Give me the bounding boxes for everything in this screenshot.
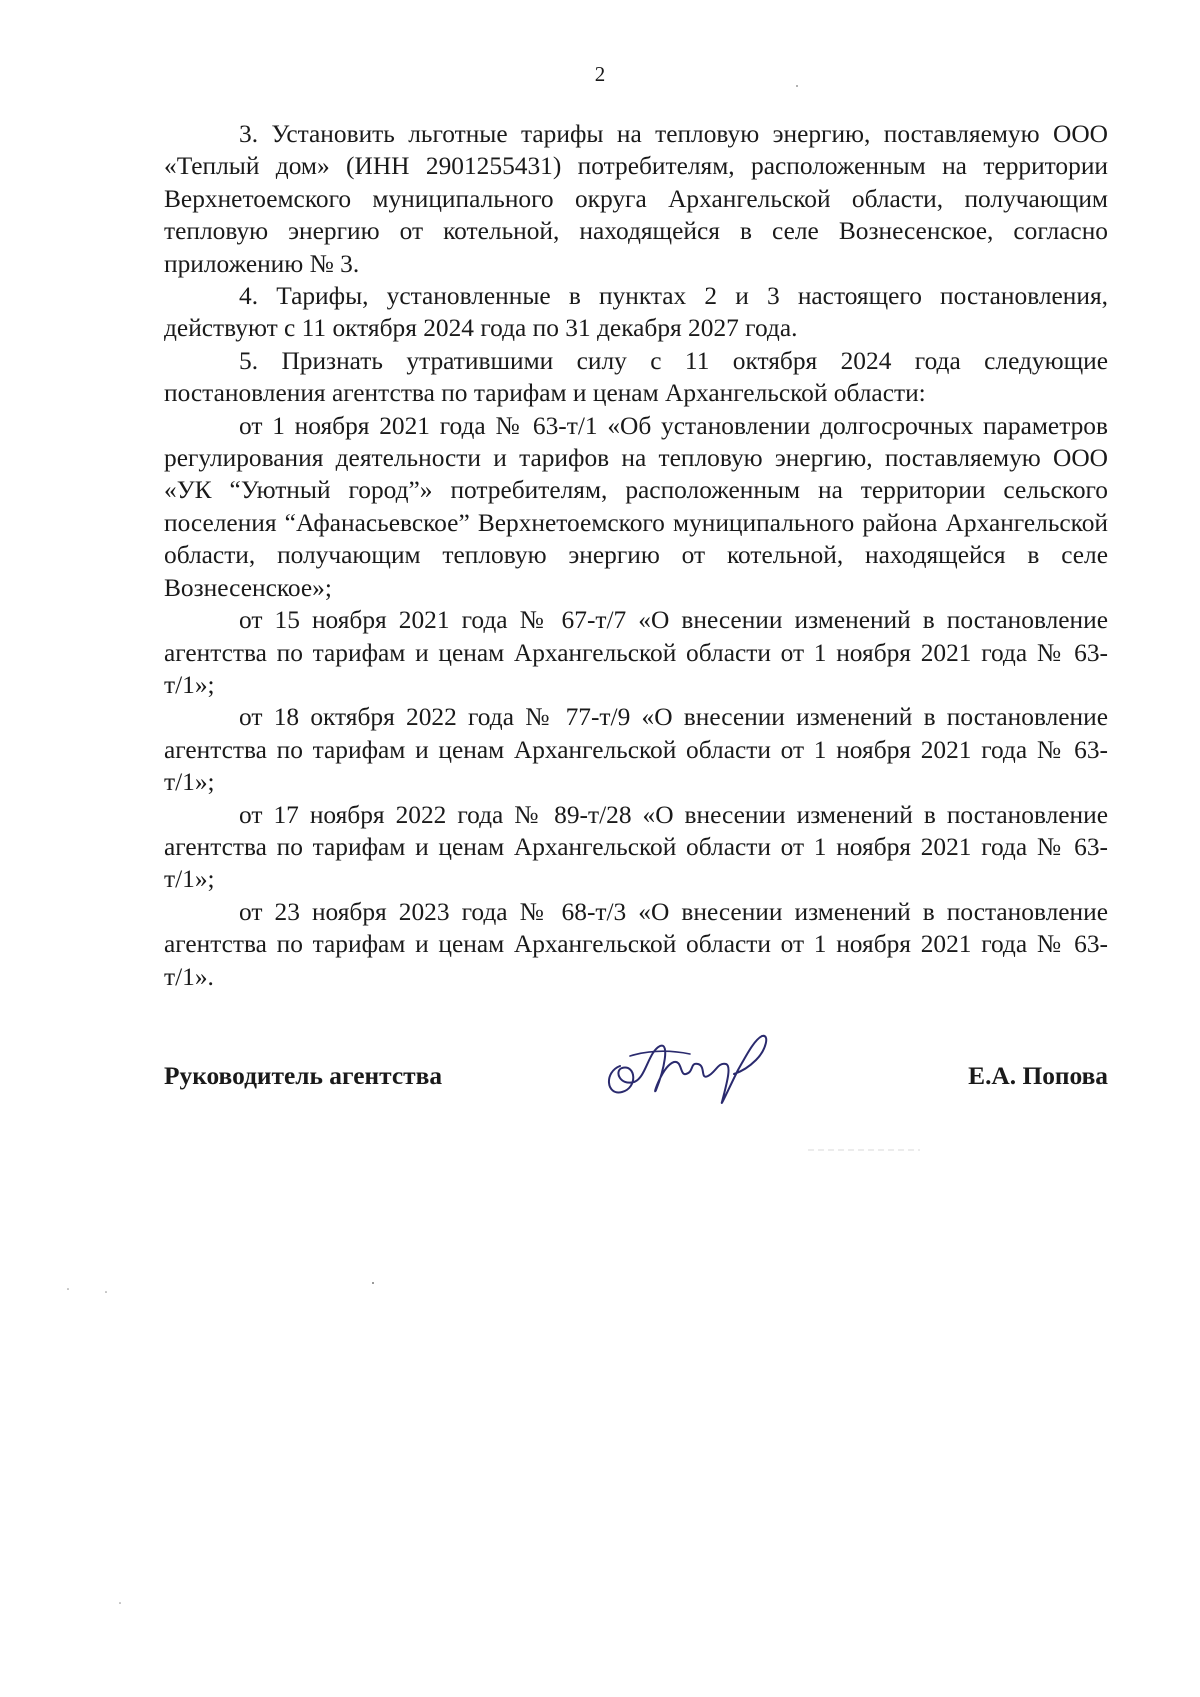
signatory-position: Руководитель агентства bbox=[164, 1062, 443, 1090]
repealed-resolution-3: от 18 октября 2022 года № 77-т/9 «О внесении изменений в постановление агентства по тарифам и ценам Архангельской области от 1 ноября 2021 года № 63-т/1»; bbox=[164, 703, 1108, 797]
repealed-resolution-4: от 17 ноября 2022 года № 89-т/28 «О внесении изменений в постановление агентства по тарифам и ценам Архангельской области от 1 ноября 2021 года № 63-т/1»; bbox=[164, 800, 1108, 894]
repealed-resolution-5: от 23 ноября 2023 года № 68-т/3 «О внесении изменений в постановление агентства по тарифам и ценам Архангельской области от 1 ноября 2021 года № 63-т/1». bbox=[164, 897, 1108, 991]
paragraph-item-4: 4. Тарифы, установленные в пунктах 2 и 3 настоящего постановления, действуют с 11 октября 2024 года по 31 декабря 2027 года. bbox=[164, 282, 1108, 343]
handwritten-signature bbox=[590, 1026, 790, 1116]
document-body bbox=[164, 118, 1108, 993]
page-number: 2 bbox=[594, 62, 606, 86]
signatory-name: Е.А. Попова bbox=[968, 1062, 1108, 1090]
repealed-resolution-2: от 15 ноября 2021 года № 67-т/7 «О внесении изменений в постановление агентства по тарифам и ценам Архангельской области от 1 ноября 2021 года № 63-т/1»; bbox=[164, 606, 1108, 699]
paragraph-item-5: 5. Признать утратившими силу с 11 октября 2024 года следующие постановления агентства по тарифам и ценам Архангельской области: bbox=[164, 346, 1108, 408]
signature-block bbox=[164, 1026, 1108, 1146]
repealed-resolution-1: от 1 ноября 2021 года № 63-т/1 «Об установлении долгосрочных параметров регулирования деятельности и тарифов на тепловую энергию, поставляемую ООО «УК “Уютный город”» потребителям, расположенным на территории сельского поселения “Афанасьевское” Верхнетоемского муниципального района Архангельской области, получающим тепловую энергию от котельной, находящейся в селе Вознесенское»; bbox=[164, 411, 1108, 602]
paragraph-item-3: 3. Установить льготные тарифы на тепловую энергию, поставляемую ООО «Теплый дом» (ИНН 2901255431) потребителям, расположенным на территории Верхнетоемского муниципального округа Архангельской области, получающим тепловую энергию от котельной, находящейся в селе Вознесенское, согласно приложению № 3. bbox=[164, 120, 1108, 278]
